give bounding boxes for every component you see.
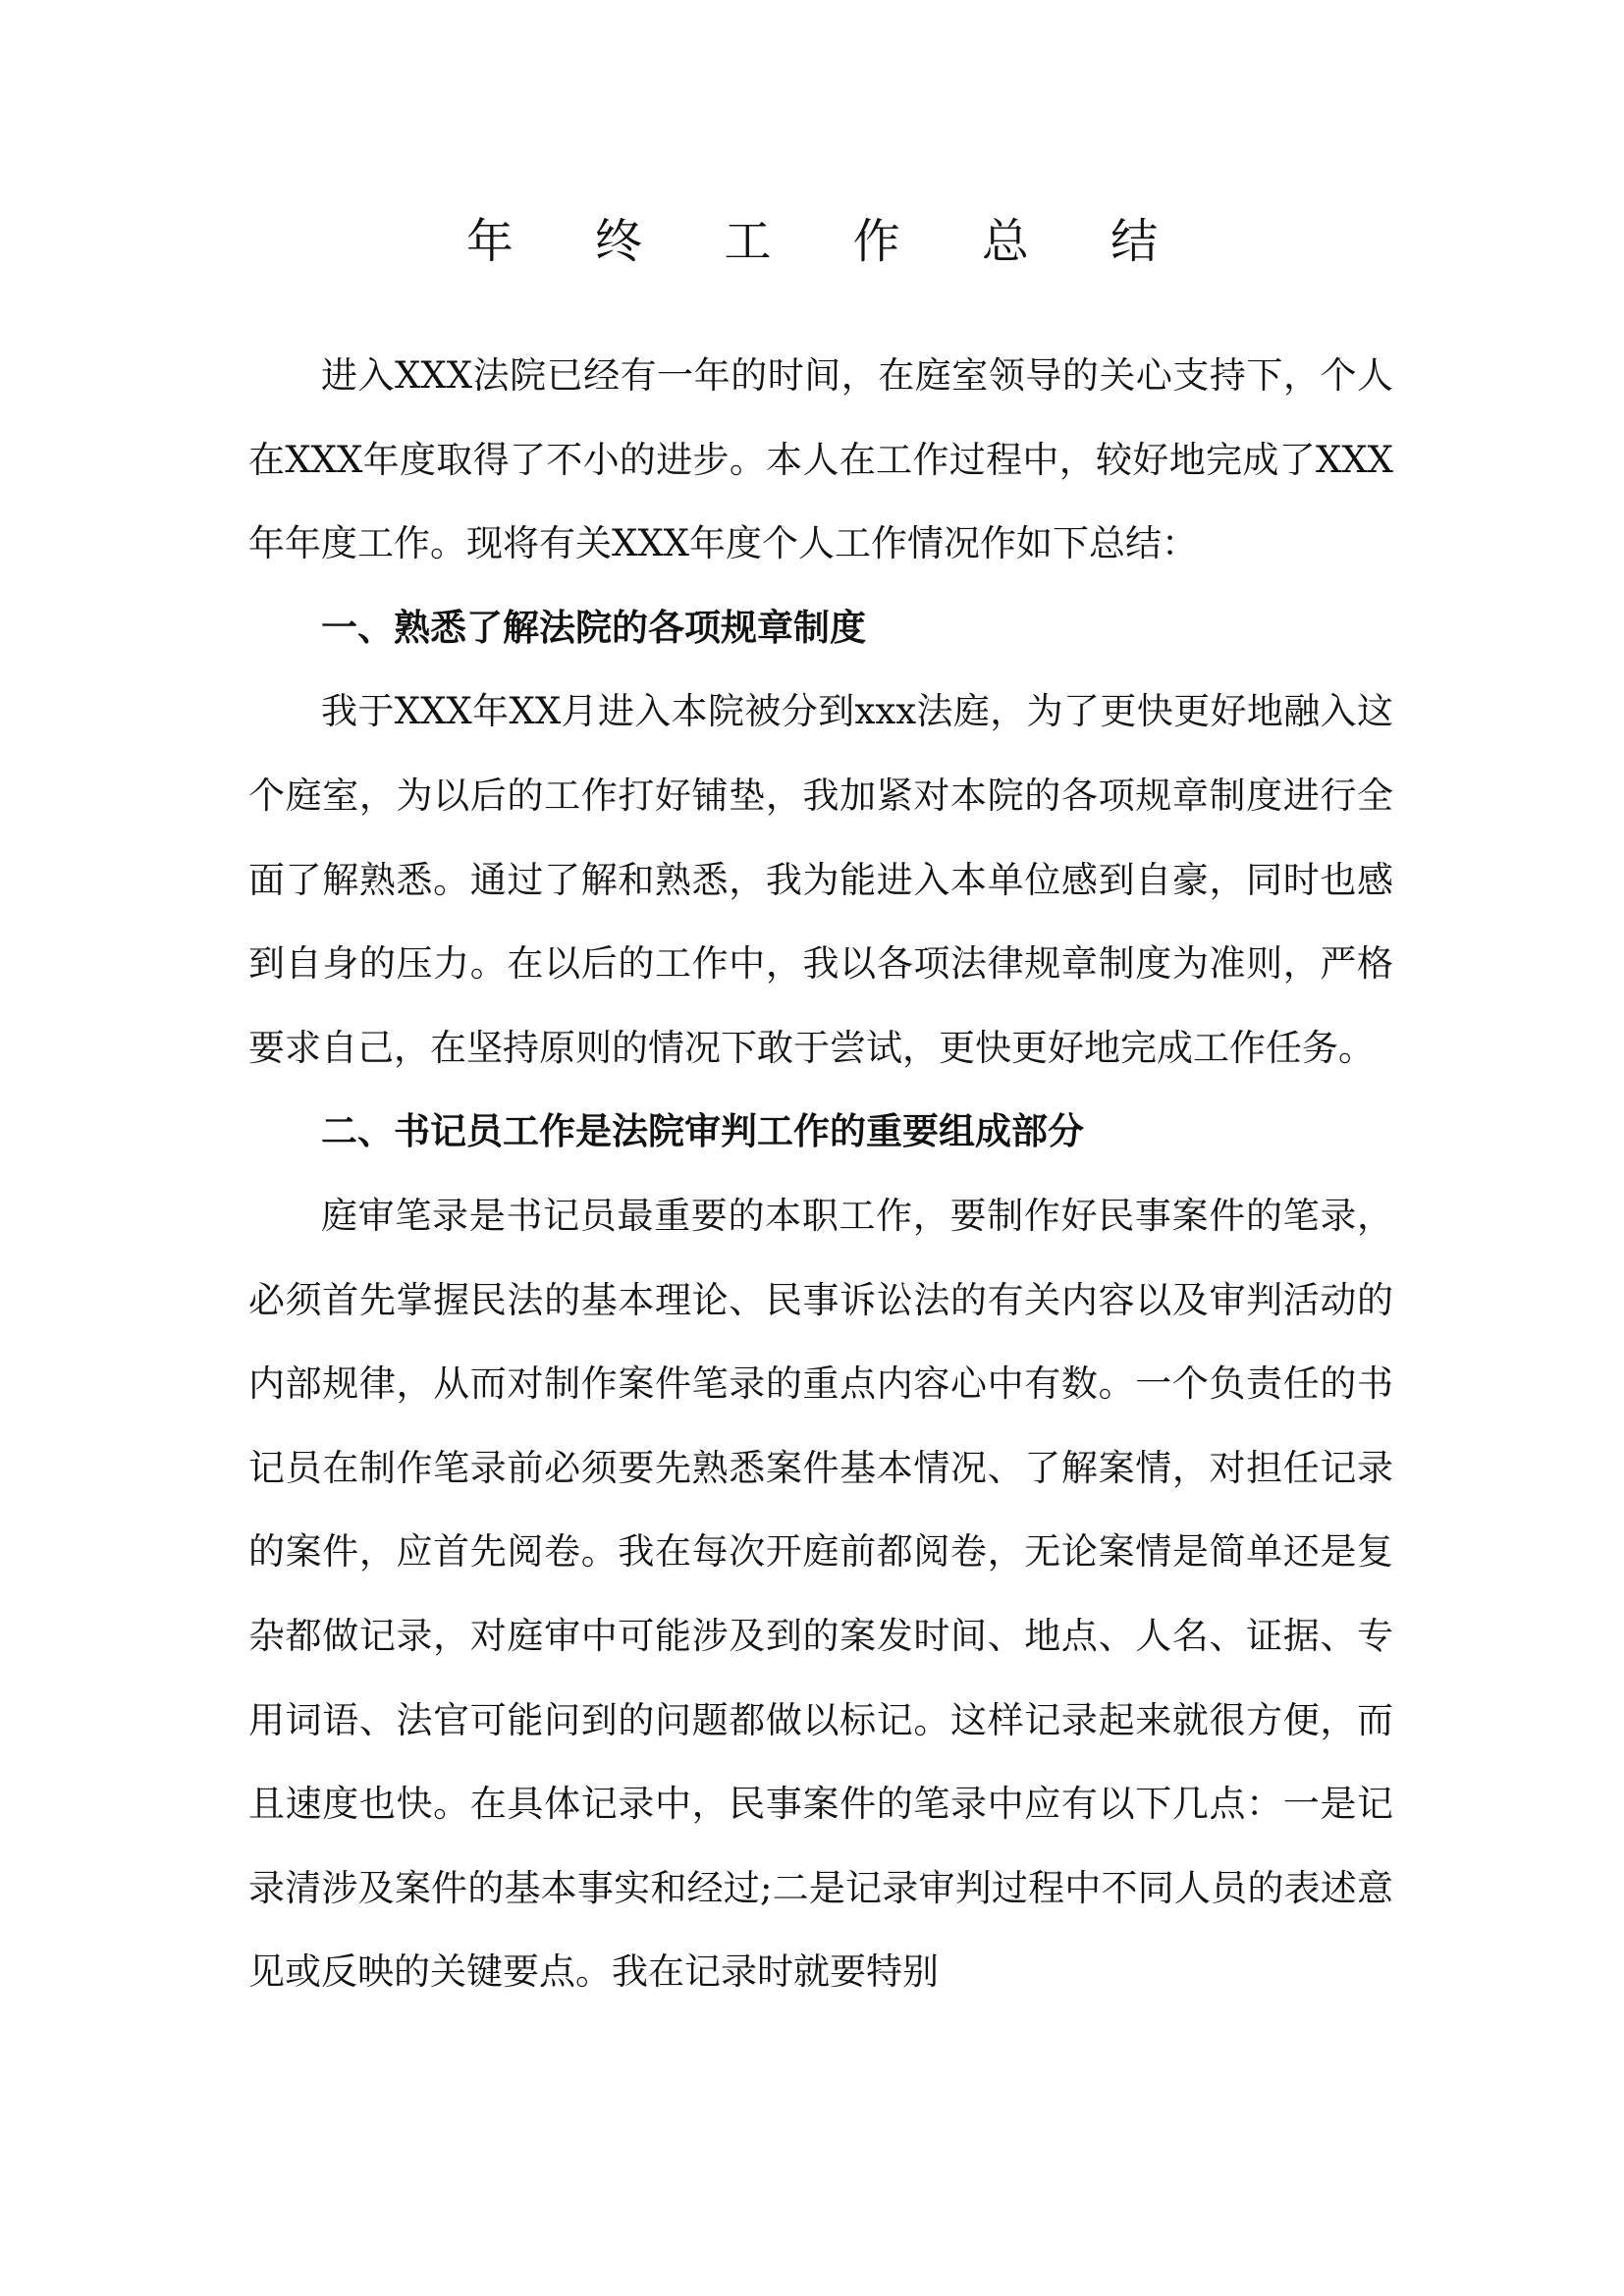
document-body	[248, 334, 1393, 2014]
section-heading-2: 二、书记员工作是法院审判工作的重要组成部分	[321, 1109, 1084, 1153]
intro-paragraph: 进入XXX法院已经有一年的时间，在庭室领导的关心支持下，个人在XXX年度取得了不小的进步。本人在工作过程中，较好地完成了XXX年年度工作。现将有关XXX年度个人工作情况作如下总结：	[248, 354, 1393, 565]
section-heading-1: 一、熟悉了解法院的各项规章制度	[321, 605, 866, 649]
section-1-paragraph: 我于XXX年XX月进入本院被分到xxx法庭，为了更快更好地融入这个庭室，为以后的工作打好铺垫，我加紧对本院的各项规章制度进行全面了解熟悉。通过了解和熟悉，我为能进入本单位感到自豪，同时也感到自身的压力。在以后的工作中，我以各项法律规章制度为准则，严格要求自己，在坚持原则的情况下敢于尝试，更快更好地完成工作任务。	[248, 690, 1393, 1069]
document-title: 年 终 工 作 总 结	[465, 214, 1192, 269]
section-2-paragraph: 庭审笔录是书记员最重要的本职工作，要制作好民事案件的笔录，必须首先掌握民法的基本理论、民事诉讼法的有关内容以及审判活动的内部规律，从而对制作案件笔录的重点内容心中有数。一个负责任的书记员在制作笔录前必须要先熟悉案件基本情况、了解案情，对担任记录的案件，应首先阅卷。我在每次开庭前都阅卷，无论案情是简单还是复杂都做记录，对庭审中可能涉及到的案发时间、地点、人名、证据、专用词语、法官可能问到的问题都做以标记。这样记录起来就很方便，而且速度也快。在具体记录中，民事案件的笔录中应有以下几点：一是记录清涉及案件的基本事实和经过;二是记录审判过程中不同人员的表述意见或反映的关键要点。我在记录时就要特别	[248, 1194, 1393, 1994]
